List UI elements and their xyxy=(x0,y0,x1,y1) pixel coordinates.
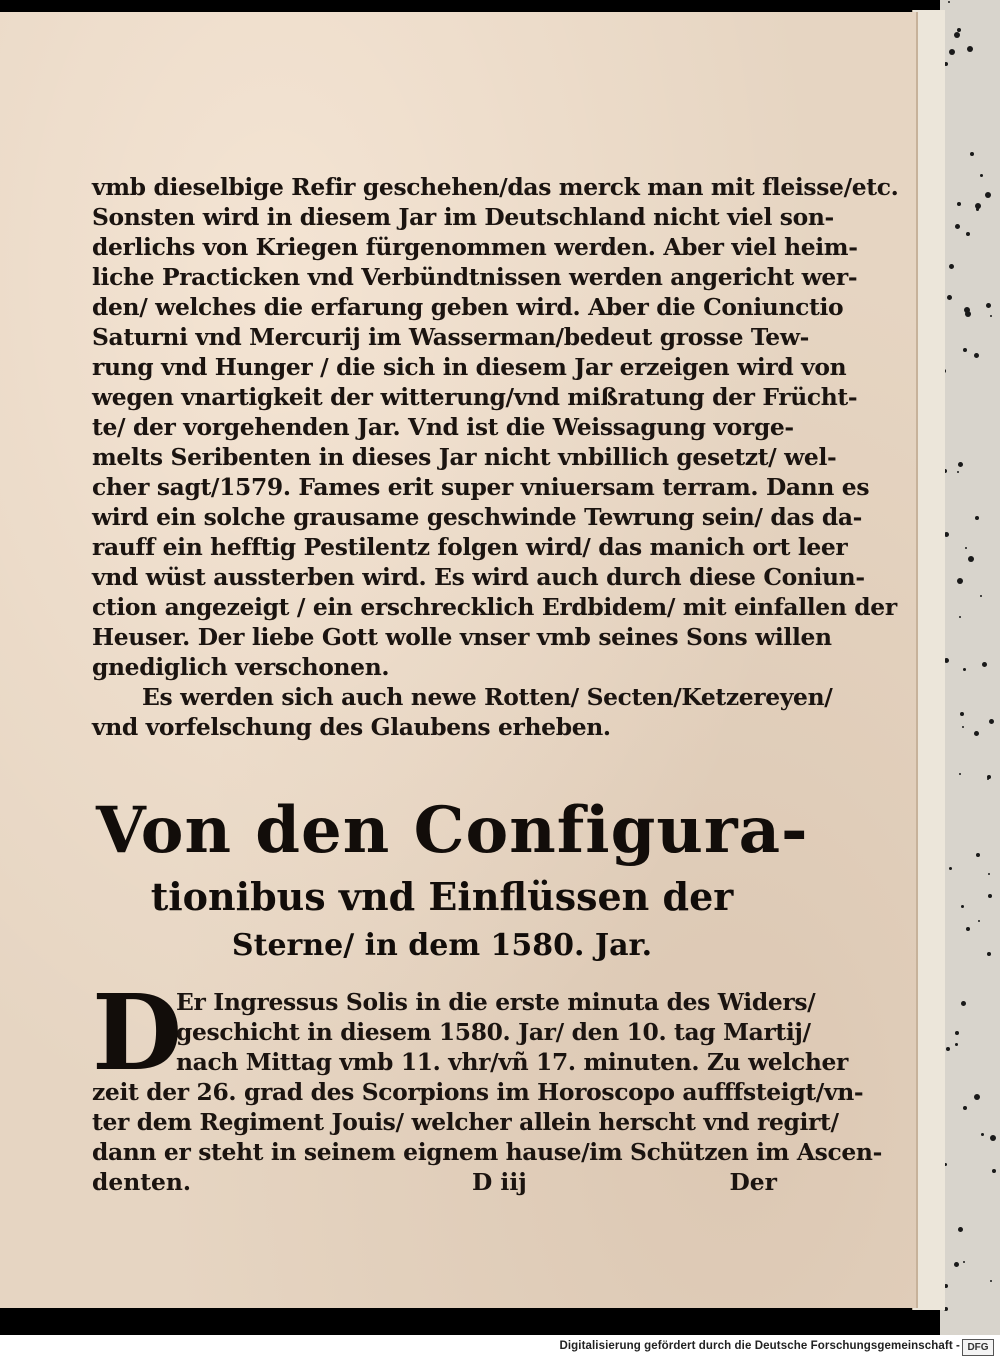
text-line: dann er steht in seinem eignem hause/im Schützen im Ascen- xyxy=(92,1138,882,1166)
dfg-logo-icon: DFG xyxy=(962,1339,994,1356)
section-heading xyxy=(92,792,809,968)
speck xyxy=(955,1043,958,1046)
speck xyxy=(949,867,952,870)
text-line: Sonsten wird in diesem Jar im Deutschland nicht viel son- xyxy=(92,203,834,231)
heading-line-1: Von den Configura- xyxy=(96,793,809,868)
credit-bar xyxy=(0,1335,1000,1359)
speck xyxy=(980,595,982,597)
speck xyxy=(987,775,991,779)
speck xyxy=(949,49,955,55)
speck xyxy=(965,311,971,317)
speck xyxy=(963,668,966,671)
text-line: zeit der 26. grad des Scorpions im Horoscopo aufffsteigt/vn- xyxy=(92,1078,864,1106)
speck xyxy=(948,1,950,3)
speck xyxy=(968,556,974,562)
speck xyxy=(954,1262,959,1267)
speck xyxy=(959,616,961,618)
text-line: melts Seribenten in dieses Jar nicht vnbillich gesetzt/ wel- xyxy=(92,443,837,471)
speck xyxy=(966,232,970,236)
speck xyxy=(957,471,959,473)
speck xyxy=(980,174,983,177)
speck xyxy=(958,462,963,467)
text-line: Er Ingressus Solis in die erste minuta des Widers/ xyxy=(176,988,816,1016)
text-line: den/ welches die erfarung geben wird. Aber die Coniunctio xyxy=(92,293,844,321)
speck xyxy=(960,712,964,716)
speck xyxy=(963,348,967,352)
speck xyxy=(961,1001,966,1006)
speck xyxy=(982,662,987,667)
speck xyxy=(954,32,960,38)
document-page xyxy=(0,12,918,1308)
last-word: denten. xyxy=(92,1168,192,1196)
speck xyxy=(949,264,954,269)
text-line: liche Practicken vnd Verbündtnissen werden angericht wer- xyxy=(92,263,858,291)
speck xyxy=(989,719,994,724)
text-line: Heuser. Der liebe Gott wolle vnser vmb seines Sons willen xyxy=(92,623,832,651)
speck xyxy=(986,303,991,308)
speck xyxy=(988,873,990,875)
speck xyxy=(975,203,981,209)
catchword: Der xyxy=(729,1168,777,1196)
speck xyxy=(961,905,964,908)
signature-mark: D iij xyxy=(472,1168,527,1196)
scan-background xyxy=(940,0,1000,1335)
speck xyxy=(965,547,967,549)
text-line: te/ der vorgehenden Jar. Vnd ist die Weissagung vorge- xyxy=(92,413,794,441)
speck xyxy=(963,1106,967,1110)
speck xyxy=(990,1135,996,1141)
speck xyxy=(946,1047,950,1051)
text-line: derlichs von Kriegen fürgenommen werden. Aber viel heim- xyxy=(92,233,858,261)
speck xyxy=(958,1227,963,1232)
text-line: Saturni vnd Mercurij im Wasserman/bedeut grosse Tew- xyxy=(92,323,809,351)
speck xyxy=(992,1169,996,1173)
speck xyxy=(988,894,992,898)
text-line: vnd wüst aussterben wird. Es wird auch durch diese Coniun- xyxy=(92,563,865,591)
speck xyxy=(947,295,952,300)
heading-line-2: tionibus vnd Einflüssen der xyxy=(150,874,734,919)
text-line: cher sagt/1579. Fames erit super vniuersam terram. Dann es xyxy=(92,473,870,501)
text-line: rung vnd Hunger / die sich in diesem Jar erzeigen wird von xyxy=(92,353,847,381)
digitization-credit: Digitalisierung gefördert durch die Deutsche Forschungsgemeinschaft - xyxy=(559,1340,960,1352)
speck xyxy=(990,1280,992,1282)
text-line: ter dem Regiment Jouis/ welcher allein herscht vnd regirt/ xyxy=(92,1108,839,1136)
speck xyxy=(981,1133,984,1136)
text-line: Es werden sich auch newe Rotten/ Secten/Ketzereyen/ xyxy=(142,683,833,711)
speck xyxy=(963,1261,965,1263)
speck xyxy=(976,853,980,857)
page-footer xyxy=(92,1167,777,1197)
speck xyxy=(957,578,963,584)
text-line: wegen vnartigkeit der witterung/vnd mißratung der Frücht- xyxy=(92,383,858,411)
speck xyxy=(974,353,979,358)
text-line: vnd vorfelschung des Glaubens erheben. xyxy=(92,713,611,741)
speck xyxy=(966,927,970,931)
text-line: geschicht in diesem 1580. Jar/ den 10. tag Martij/ xyxy=(176,1018,811,1046)
speck xyxy=(987,952,991,956)
speck xyxy=(974,1094,980,1100)
text-line: rauff ein hefftig Pestilentz folgen wird/ das manich ort leer xyxy=(92,533,848,561)
text-line: ction angezeigt / ein erschrecklich Erdbidem/ mit einfallen der xyxy=(92,593,897,621)
text-line: wird ein solche grausame geschwinde Tewrung sein/ das da- xyxy=(92,503,862,531)
paragraph-3 xyxy=(92,971,882,1197)
speck xyxy=(975,516,979,520)
drop-cap-initial: D xyxy=(92,971,183,1094)
paragraph-1 xyxy=(92,172,899,742)
speck xyxy=(957,28,961,32)
speck xyxy=(957,202,961,206)
speck xyxy=(978,920,980,922)
speck xyxy=(967,46,973,52)
speck xyxy=(990,315,992,317)
speck xyxy=(974,731,979,736)
speck xyxy=(985,192,991,198)
speck xyxy=(962,726,964,728)
speck xyxy=(955,224,960,229)
speck xyxy=(955,1031,959,1035)
heading-line-3: Sterne/ in dem 1580. Jar. xyxy=(231,928,653,963)
speck xyxy=(970,152,974,156)
text-line: vmb dieselbige Refir geschehen/das merck man mit fleisse/etc. xyxy=(92,173,899,201)
text-line: nach Mittag vmb 11. vhr/vñ 17. minuten. Zu welcher xyxy=(176,1048,849,1076)
speck xyxy=(959,773,961,775)
text-line: gnediglich verschonen. xyxy=(92,653,390,681)
